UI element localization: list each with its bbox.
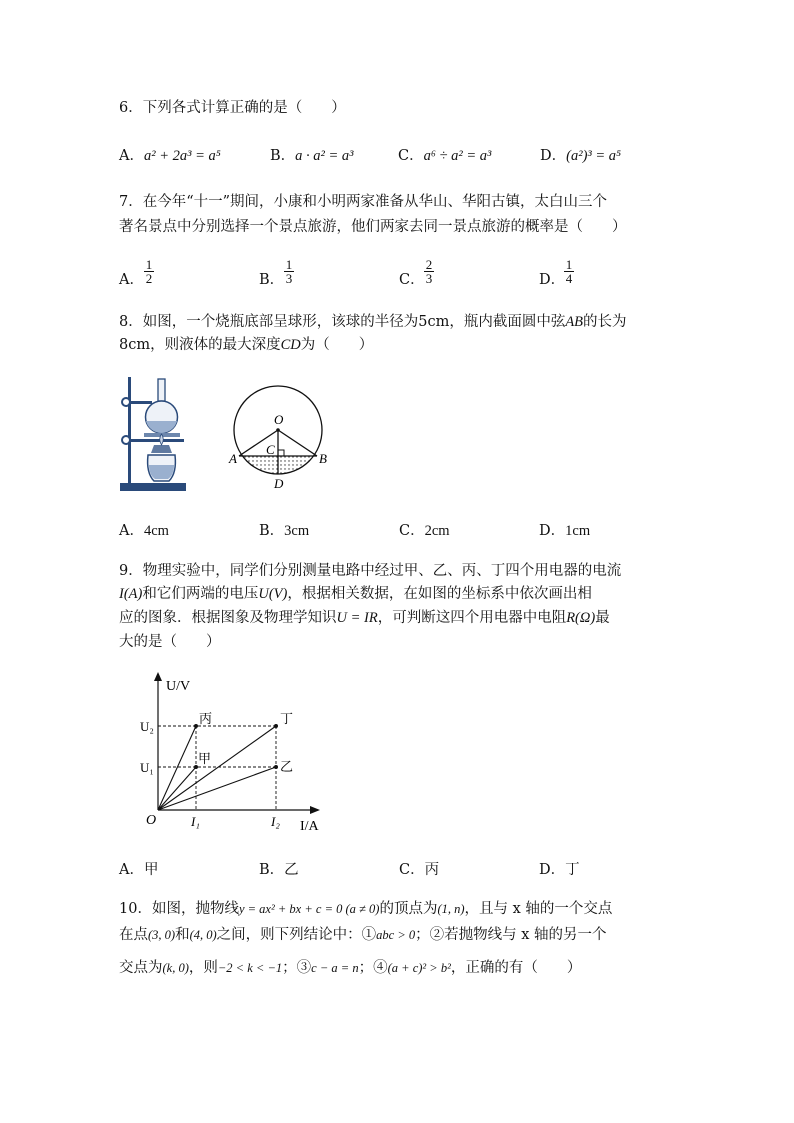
q8-option-d[interactable]: D．1cm	[539, 523, 591, 539]
y-axis-label: U/V	[166, 679, 191, 694]
line-yi	[158, 767, 276, 810]
q9-stem-line2: I(A)和它们两端的电压U(V)，根据相关数据，在如图的坐标系中依次画出相	[119, 586, 592, 602]
q6-stem: 6．下列各式计算正确的是（ ）	[119, 100, 346, 116]
q7-option-a-fraction	[143, 258, 155, 285]
fraction-denominator: 3	[425, 271, 433, 286]
q6-option-b[interactable]	[270, 146, 354, 166]
q8-stem-line1: 8．如图，一个烧瓶底部呈球形，该球的半径为5cm，瓶内截面圆中弦AB的长为	[119, 314, 627, 330]
q7-stem-line1: 7．在今年“十一”期间，小康和小明两家准备从华山、华阳古镇，太白山三个	[119, 194, 608, 210]
fraction-numerator: 1	[145, 257, 153, 272]
u1-label: U₁	[140, 760, 154, 775]
q7-stem-line2: 著名景点中分别选择一个景点旅游，他们两家去同一景点旅游的概率是（ ）	[119, 219, 627, 235]
u2-label: U₂	[140, 719, 154, 734]
q10-stem-line3: 交点为(k, 0)，则−2 < k < −1；③c − a = n；④(a + c)² > b²，正确的有（ ）	[119, 960, 582, 976]
q9-stem-line1: 9．物理实验中，同学们分别测量电路中经过甲、乙、丙、丁四个用电器的电流	[119, 563, 622, 579]
q7-option-c-label[interactable]: C．	[399, 272, 425, 288]
q7-option-d-fraction	[563, 258, 575, 285]
q7-option-a-label[interactable]: A．	[119, 272, 144, 288]
jia-label: 甲	[198, 751, 212, 766]
fraction-numerator: 1	[565, 257, 573, 272]
q8-option-a[interactable]: A．4cm	[119, 523, 169, 539]
fraction-denominator: 3	[285, 271, 293, 286]
q7-option-c-fraction	[423, 258, 435, 285]
fraction-denominator: 2	[145, 271, 153, 286]
fraction-denominator: 4	[565, 271, 573, 286]
q8-option-b[interactable]: B．3cm	[259, 523, 310, 539]
bing-label: 丙	[199, 711, 213, 726]
q7-option-b-fraction	[283, 258, 295, 285]
yi-label: 乙	[280, 759, 294, 774]
q6-option-d[interactable]	[540, 146, 621, 166]
q8-stem-line2: 8cm，则液体的最大深度CD为（ ）	[119, 337, 374, 353]
q6-option-a[interactable]	[119, 146, 221, 166]
q8-option-c[interactable]: C．2cm	[399, 523, 450, 539]
label-c: C	[266, 442, 275, 457]
x-axis-label: I/A	[300, 819, 319, 834]
flask-apparatus-illustration	[118, 375, 198, 495]
line-bing	[158, 726, 196, 810]
option-label: B．	[270, 148, 296, 164]
i1-label: I₁	[191, 814, 200, 829]
current-voltage-graph	[140, 670, 340, 840]
q9-option-a[interactable]: A．甲	[119, 862, 159, 878]
q9-option-b[interactable]: B．乙	[259, 862, 299, 878]
option-expression: a⁶ ÷ a² = a³	[423, 148, 492, 164]
q9-option-d[interactable]: D．丁	[539, 862, 580, 878]
label-o: O	[274, 412, 284, 427]
option-expression: a · a² = a³	[295, 148, 354, 164]
q10-stem-line2: 在点(3, 0)和(4, 0)之间，则下列结论中：①abc > 0；②若抛物线与 x 轴的另一个	[119, 927, 607, 943]
q10-stem-line1: 10．如图，抛物线y = ax² + bx + c = 0 (a ≠ 0)的顶点为(1, n)，且与 x 轴的一个交点	[119, 901, 613, 917]
option-expression: a² + 2a³ = a⁵	[143, 148, 221, 164]
option-label: D．	[540, 148, 567, 164]
line-ding	[158, 726, 276, 810]
option-expression: (a²)³ = a⁵	[566, 148, 622, 164]
label-b: B	[319, 451, 327, 466]
q7-option-d-label[interactable]: D．	[539, 272, 566, 288]
circle-section-diagram	[228, 380, 338, 490]
q9-stem-line4: 大的是（ ）	[119, 634, 221, 650]
q9-option-c[interactable]: C．丙	[399, 862, 440, 878]
label-d: D	[274, 476, 284, 491]
i2-label: I₂	[271, 814, 280, 829]
ding-label: 丁	[280, 711, 294, 726]
fraction-numerator: 1	[285, 257, 293, 272]
q7-option-b-label[interactable]: B．	[259, 272, 285, 288]
q6-option-c[interactable]	[398, 146, 491, 166]
option-label: C．	[398, 148, 424, 164]
fraction-numerator: 2	[425, 257, 433, 272]
label-a: A	[229, 451, 237, 466]
origin-label: O	[146, 813, 157, 828]
q9-stem-line3: 应的图象．根据图象及物理学知识U = IR，可判断这四个用电器中电阻R(Ω)最	[119, 610, 610, 626]
option-label: A．	[119, 148, 144, 164]
